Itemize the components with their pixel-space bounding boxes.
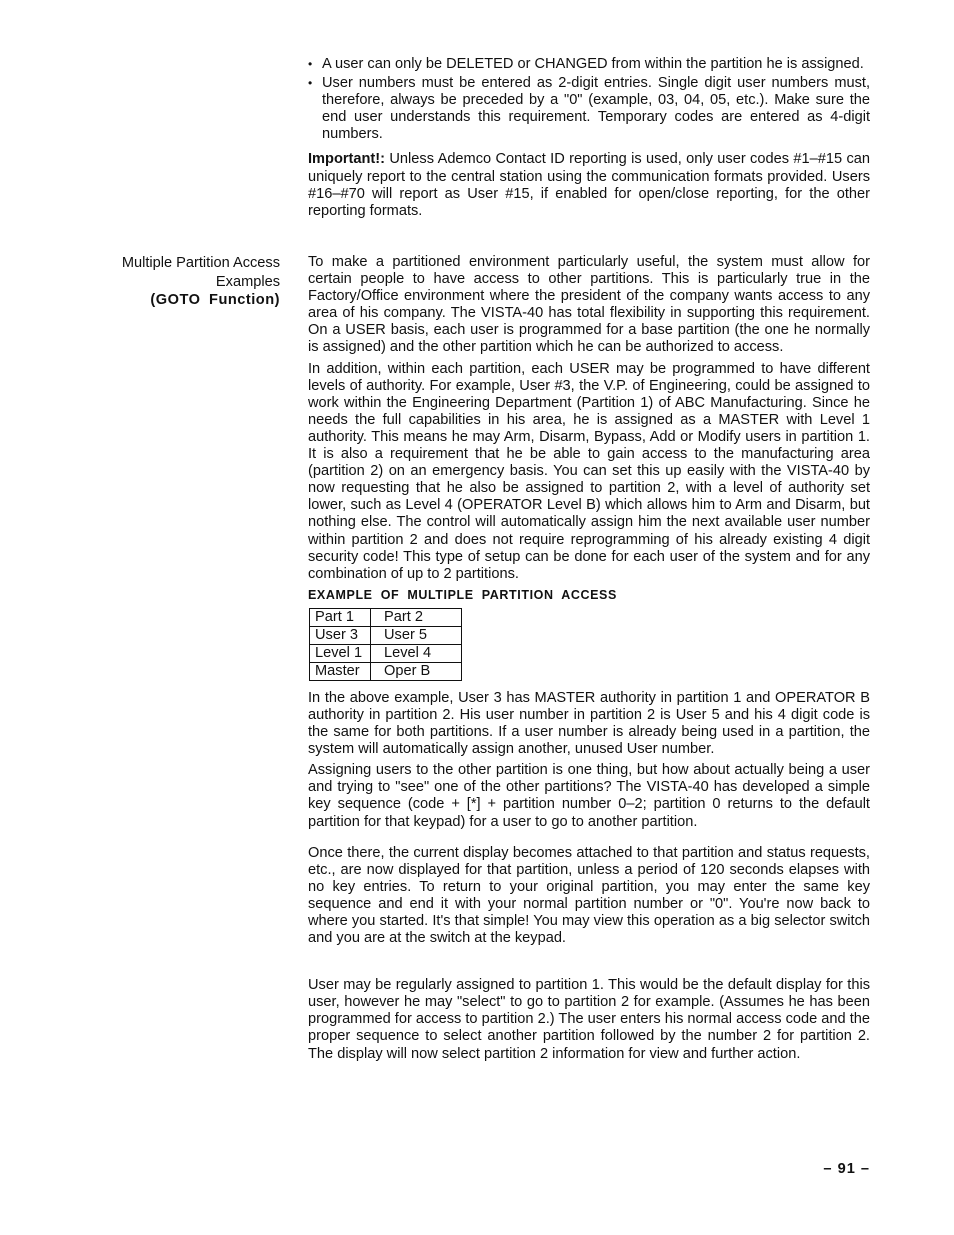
important-label: Important!:: [308, 151, 386, 168]
bullet-item: [308, 56, 870, 73]
table-cell: Oper B: [371, 662, 462, 680]
table-row: [310, 626, 462, 644]
side-heading-line-1: Multiple Partition Access: [121, 255, 280, 271]
bullet-text: User numbers must be entered as 2-digit entries. Single digit user numbers must, therefore, always be preceded by a "0" (example, 03, 04, 05, etc.). Make sure the end user understands this requirement. Temporary codes are entered as 4-digit numbers.: [322, 75, 870, 143]
paragraph-example-explained: In the above example, User 3 has MASTER authority in partition 1 and OPERATOR B authority in partition 2. His user number in partition 2 is User 5 and his 4 digit code is the same for both partitions. If a user number is already being used in a partition, the system will automatically assign another, unused User number.: [308, 689, 870, 758]
example-heading: EXAMPLE OF MULTIPLE PARTITION ACCESS: [308, 587, 617, 602]
page-number: – 91 –: [823, 1161, 870, 1177]
table-row: [310, 608, 462, 626]
bullet-text: A user can only be DELETED or CHANGED from within the partition he is assigned.: [322, 56, 864, 72]
paragraph-intro: To make a partitioned environment particularly useful, the system must allow for certain people to have access to other partitions. This is particularly true in the Factory/Office environment where the president of the company wants access to any area of his company. The VISTA-40 has total flexibility in supporting this requirement. On a USER basis, each user is programmed for a base partition (the one he normally is assigned) and the other partition which he can be authorized to access.: [308, 254, 870, 356]
paragraph-default-display: User may be regularly assigned to partition 1. This would be the default display for this user, however he may "select" to go to partition 2 for example. (Assumes he has been programmed for access to partition 2.) The user enters his normal access code and the proper sequence to select another partition followed by the number 2 for partition 2. The display will now select partition 2 information for view and further action.: [308, 977, 870, 1062]
partition-section: [308, 254, 870, 1067]
bullet-item: [308, 75, 870, 143]
side-heading-goto: (GOTO Function): [150, 292, 280, 308]
bullet-list: [308, 56, 870, 143]
table-cell: Part 1: [310, 608, 371, 626]
paragraph-authority: In addition, within each partition, each USER may be programmed to have different levels of authority. For example, User #3, the V.P. of Engineering, could be assigned to work within the Engineering Department (Partition 1) of ABC Manufacturing. Since he needs the full capabilities in his area, he is assigned as a MASTER with Level 1 authority. This means he may Arm, Disarm, Bypass, Add or Modify users in partition 1. It is also a requirement that he be able to gain access to the manufacturing area (partition 2) on an emergency basis. You can set this up easily with the VISTA-40 by now requesting that he also be assigned to partition 2, with a level of authority set lower, such as Level 4 (OPERATOR Level B) which allows him to Arm and Disarm, but nothing else. The control will automatically assign him the next available user number within partition 2 and does not require reprogramming of his already existing 4 digit security code! This type of setup can be done for each user of the system and for any combination of up to 2 partitions.: [308, 360, 870, 582]
notes-block: [308, 56, 870, 220]
important-text: Unless Ademco Contact ID reporting is used, only user codes #1–#15 can uniquely report to the central station using the communication formats provided. Users #16–#70 will report as User #15, if enabled for open/close reporting, for the other reporting formats.: [308, 151, 870, 219]
side-heading-line-2: Examples: [215, 273, 280, 290]
table-cell: User 3: [310, 626, 371, 644]
table-cell: Level 1: [310, 644, 371, 662]
paragraph-key-sequence: Assigning users to the other partition is one thing, but how about actually being a user and trying to "see" one of the other partitions? The VISTA-40 has developed a simple key sequence (code + [*] + partition number 0–2; partition 0 returns to the default partition for that keypad) for a user to go to another partition.: [308, 762, 870, 830]
bullet-dot-icon: •: [308, 57, 313, 71]
table-cell: Master: [310, 662, 371, 680]
table-row: [310, 662, 462, 680]
table-row: [310, 644, 462, 662]
side-heading: [60, 254, 280, 310]
paragraph-display-attached: Once there, the current display becomes attached to that partition and status requests, etc., are now displayed for that partition, unless a period of 120 seconds elapses with no key entries. To return to your original partition, you may enter the same key sequence and end it with your normal partition number or "0". You're now back to where you started. It's that simple! You may view this operation as a big selector switch and you are at the switch at the keypad.: [308, 844, 870, 947]
example-table: [309, 608, 462, 681]
table-cell: Level 4: [371, 644, 462, 662]
table-cell: User 5: [371, 626, 462, 644]
important-note: [308, 151, 870, 219]
bullet-dot-icon: •: [308, 76, 313, 91]
table-cell: Part 2: [371, 608, 462, 626]
